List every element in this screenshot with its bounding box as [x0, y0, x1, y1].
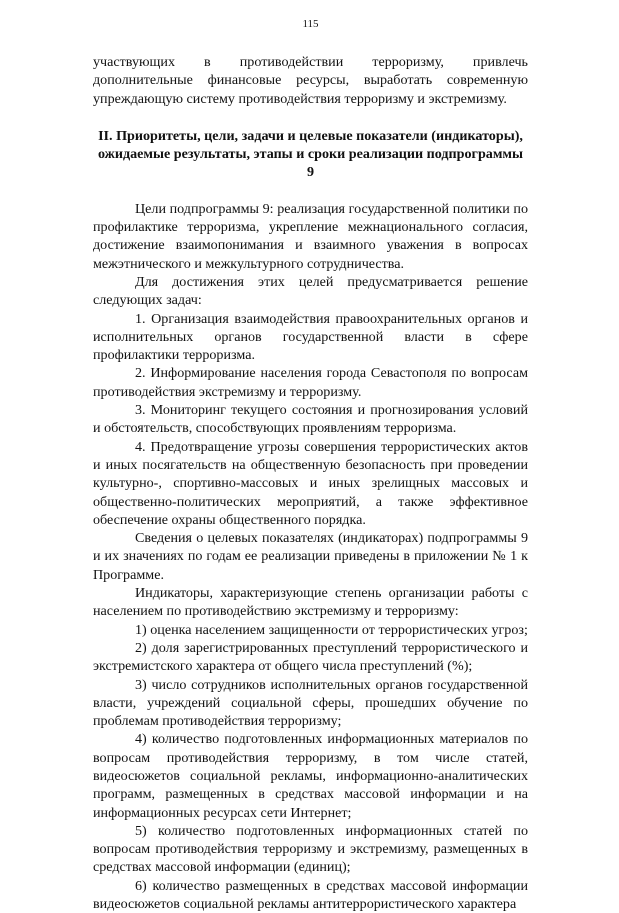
task-item-3: 3. Мониторинг текущего состояния и прогнозирования условий и обстоятельств, способствующих проявлениям терроризма.: [93, 402, 528, 437]
section-heading: [93, 127, 528, 182]
indicator-item-3: 3) число сотрудников исполнительных органов государственной власти, учреждений социальной сферы, прошедших обучение по проблемам противодействия терроризму;: [93, 676, 528, 730]
task-item-4: 4. Предотвращение угрозы совершения террористических актов и иных посягательств на общественную безопасность при проведении культурно-, спортивно-массовых и иных зрелищных массовых и общественно-политических мероприятий, а также эффективное обеспечение охраны общественного порядка.: [93, 438, 528, 528]
paragraph-goals: Цели подпрограммы 9: реализация государственной политики по профилактике терроризма, укрепление межнационального согласия, достижение взаимопонимания и взаимного уважения в вопросах межэтнического и межкультурного сотрудничества.: [93, 200, 528, 272]
section-heading-line-1: II. Приоритеты, цели, задачи и целевые показатели (индикаторы),: [98, 127, 523, 144]
indicator-item-6: 6) количество размещенных в средствах массовой информации видеосюжетов социальной рекламы антитеррористического характера: [93, 877, 528, 913]
indicator-item-1: 1) оценка населением защищенности от террористических угроз;: [135, 621, 528, 638]
task-item-1: 1. Организация взаимодействия правоохранительных органов и исполнительных органов государственной власти в сфере профилактики терроризма.: [93, 310, 528, 364]
intro-paragraph: участвующих в противодействии терроризму, привлечь дополнительные финансовые ресурсы, выработать современную упреждающую систему противодействия терроризму и экстремизму.: [93, 54, 528, 107]
indicator-item-2: 2) доля зарегистрированных преступлений террористического и экстремистского характера от общего числа преступлений (%);: [93, 639, 528, 675]
section-heading-line-2: ожидаемые результаты, этапы и сроки реализации подпрограммы 9: [97, 146, 524, 181]
paragraph-indicators-info: Сведения о целевых показателях (индикаторах) подпрограммы 9 и их значениях по годам ее реализации приведены в приложении № 1 к Программе.: [93, 530, 528, 583]
indicator-item-4: 4) количество подготовленных информационных материалов по вопросам противодействия терроризму, в том числе статей, видеосюжетов социальной рекламы, информационно-аналитических программ, размещенных в средствах массовой информации и на информационных ресурсах сети Интернет;: [93, 731, 528, 821]
paragraph-tasks-intro: Для достижения этих целей предусматривается решение следующих задач:: [93, 273, 528, 309]
document-body: [93, 53, 528, 913]
paragraph-indicators-intro: Индикаторы, характеризующие степень организации работы с населением по противодействию экстремизму и терроризму:: [93, 585, 528, 620]
indicator-item-5: 5) количество подготовленных информационных статей по вопросам противодействия терроризму и экстремизму, размещенных в средствах массовой информации (единиц);: [93, 822, 528, 876]
task-item-2: 2. Информирование населения города Севастополя по вопросам противодействия экстремизму и терроризму.: [93, 365, 528, 400]
page-number: 115: [302, 18, 319, 30]
